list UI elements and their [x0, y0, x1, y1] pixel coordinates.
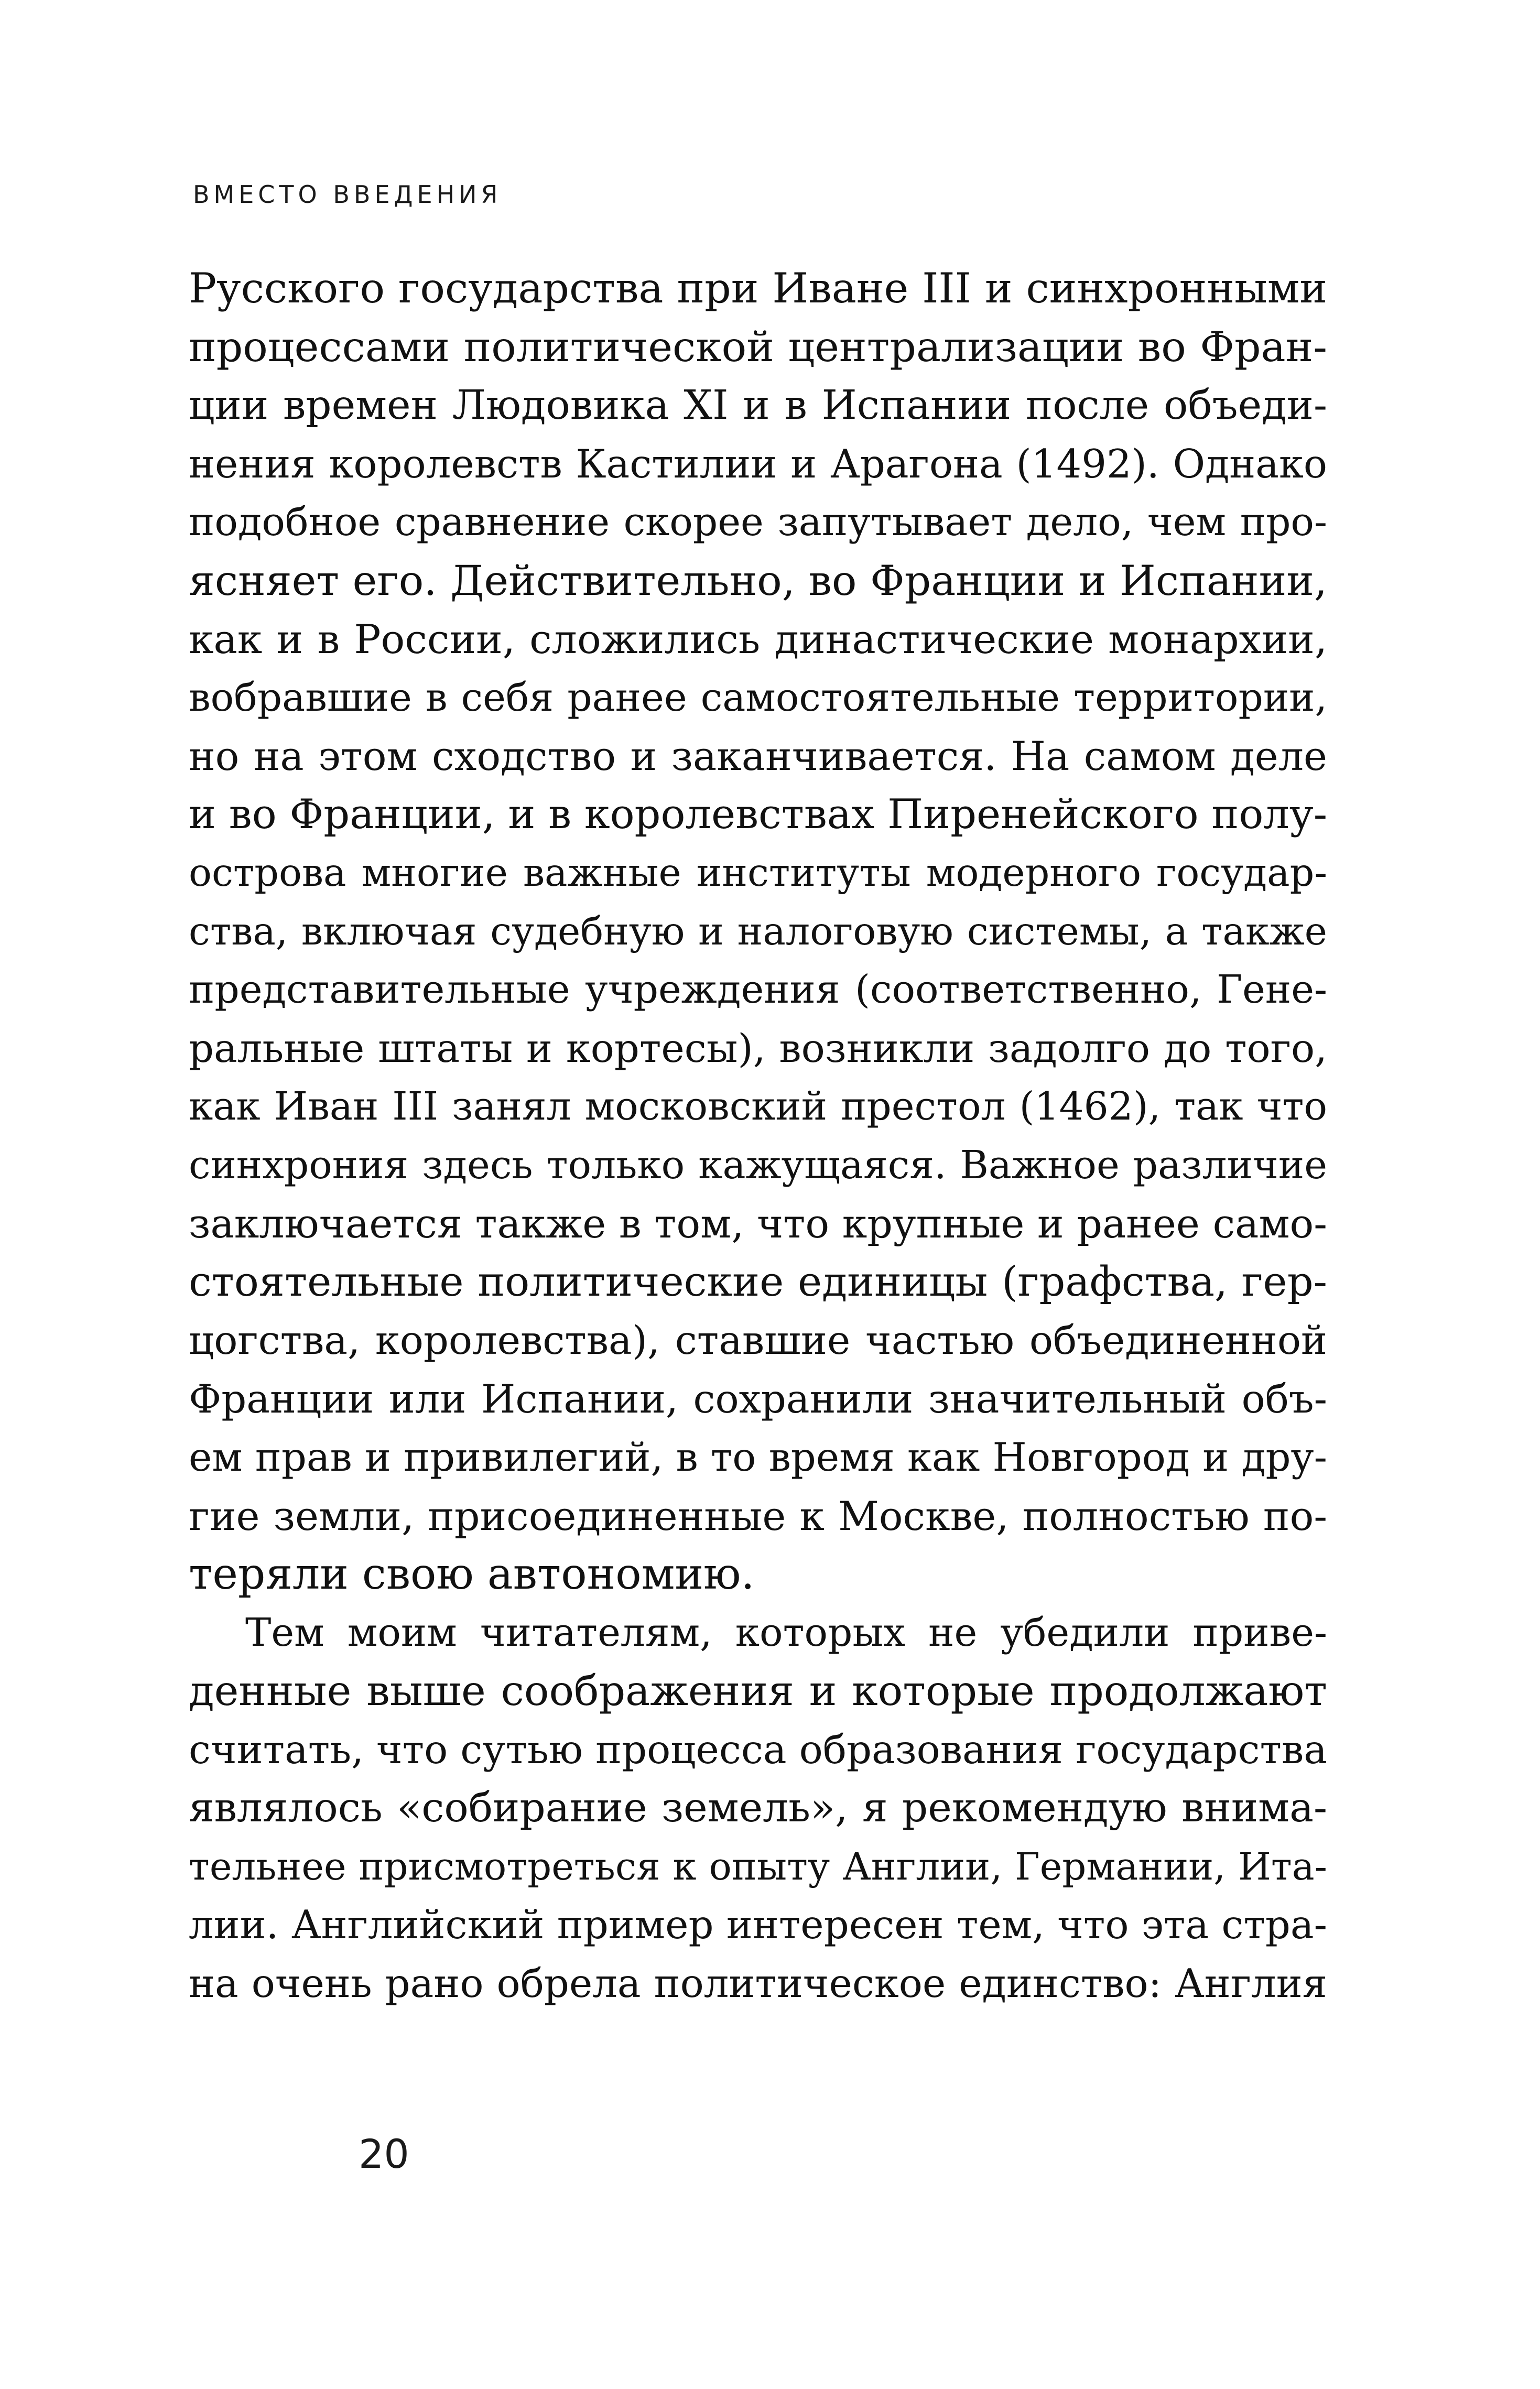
- text-line: вобравшие в себя ранее самостоятельные территории,: [189, 675, 1327, 720]
- text-line: представительные учреждения (соответственно, Гене-: [189, 967, 1327, 1012]
- text-line: но на этом сходство и заканчивается. На самом деле: [189, 733, 1327, 779]
- text-line: на очень рано обрела политическое единство: Англия: [189, 1960, 1327, 2006]
- text-line: подобное сравнение скорее запутывает дело, чем про-: [189, 499, 1327, 545]
- text-line: денные выше соображения и которые продолжают: [189, 1667, 1327, 1715]
- text-line: нения королевств Кастилии и Арагона (1492). Однако: [189, 440, 1327, 487]
- text-line: ства, включая судебную и налоговую системы, а также: [189, 909, 1327, 954]
- text-line: гие земли, присоединенные к Москве, полностью по-: [189, 1492, 1327, 1539]
- text-line: теряли свою автономию.: [189, 1549, 755, 1599]
- text-line: как и в России, сложились династические монархии,: [189, 616, 1327, 663]
- text-line: процессами политической централизации во Фран-: [189, 322, 1327, 371]
- text-line: острова многие важные институты модерного государ-: [189, 851, 1327, 895]
- text-line: Тем моим читателям, которых не убедили приве-: [245, 1610, 1327, 1655]
- paragraph: [189, 259, 1327, 1604]
- text-line: лии. Английский пример интересен тем, что эта стра-: [189, 1902, 1327, 1948]
- text-line: ем прав и привилегий, в то время как Новгород и дру-: [189, 1434, 1327, 1480]
- body-text: [189, 259, 1327, 2013]
- text-line: являлось «собирание земель», я рекомендую внима-: [189, 1785, 1327, 1831]
- text-line: заключается также в том, что крупные и ранее само-: [189, 1200, 1327, 1247]
- text-line: тельнее присмотреться к опыту Англии, Германии, Ита-: [189, 1844, 1327, 1888]
- page-number: 20: [359, 2131, 409, 2177]
- running-header: ВМЕСТО ВВЕДЕНИЯ: [193, 180, 502, 209]
- text-line: стоятельные политические единицы (графства, гер-: [189, 1258, 1327, 1306]
- text-line: и во Франции, и в королевствах Пиренейского полу-: [189, 790, 1328, 838]
- text-line: Франции или Испании, сохранили значительный объ-: [189, 1375, 1327, 1422]
- text-line: цогства, королевства), ставшие частью объединенной: [189, 1317, 1327, 1363]
- paragraph: [189, 1604, 1327, 2013]
- text-line: ясняет его. Действительно, во Франции и Испании,: [189, 556, 1327, 605]
- text-line: ции времен Людовика XI и в Испании после объеди-: [189, 382, 1327, 429]
- text-line: синхрония здесь только кажущаяся. Важное различие: [189, 1142, 1327, 1188]
- text-line: как Иван III занял московский престол (1462), так что: [189, 1084, 1327, 1129]
- text-line: Русского государства при Иване III и синхронными: [189, 264, 1327, 312]
- text-line: считать, что сутью процесса образования государства: [189, 1726, 1327, 1773]
- text-line: ральные штаты и кортесы), возникли задолго до того,: [189, 1025, 1327, 1071]
